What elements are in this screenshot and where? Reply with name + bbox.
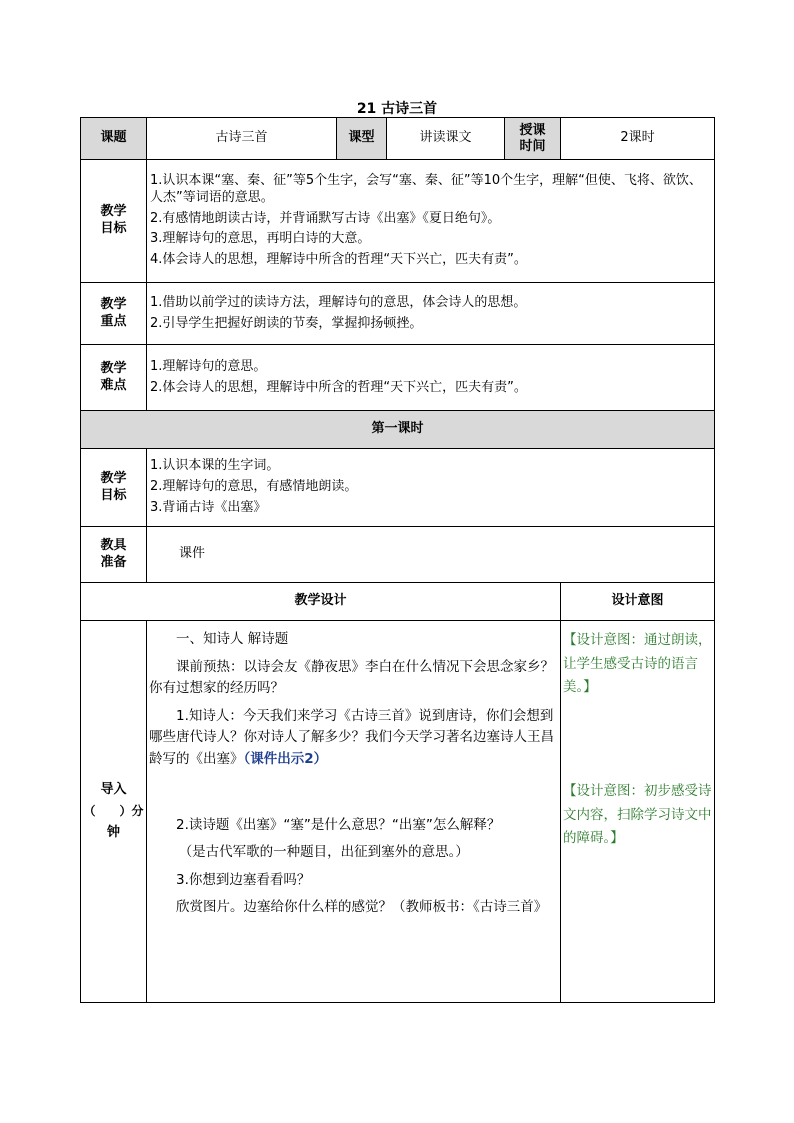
design-column-header: 教学设计: [81, 583, 561, 621]
key-points-content: [147, 283, 715, 345]
design-header-row: [81, 583, 715, 621]
list-item: 1.理解诗句的意思。: [150, 358, 267, 374]
list-item: 2.体会诗人的思想，理解诗中所含的哲理“天下兴亡，匹夫有责”。: [150, 379, 527, 395]
prep-label: 教具 准备: [81, 527, 147, 583]
lesson1-band: 第一课时: [81, 411, 715, 449]
hours-value: 2课时: [561, 118, 715, 160]
list-item: 1.借助以前学过的读诗方法，理解诗句的意思，体会诗人的思想。: [150, 294, 527, 310]
intent-column-header: 设计意图: [561, 583, 715, 621]
intent-note: 【设计意图：通过朗读，让学生感受古诗的语言美。】: [563, 632, 712, 696]
lesson1-goals-content: [147, 449, 715, 527]
type-label: 课型: [337, 118, 387, 160]
list-item: 2.有感情地朗读古诗，并背诵默写古诗《出塞》《夏日绝句》。: [150, 210, 501, 226]
topic-label: 课题: [81, 118, 147, 160]
design-paragraph: 欣赏图片。边塞给你什么样的感觉？（教师板书：《古诗三首》: [176, 899, 548, 916]
design-content: [147, 621, 561, 1003]
list-item: 1.认识本课“塞、秦、征”等5个生字，会写“塞、秦、征”等10个生字，理解“但使、飞将、欲饮、人杰”等词语的意思。: [150, 172, 702, 205]
list-item: 3.背诵古诗《出塞》: [150, 499, 267, 515]
list-item: 2.引导学生把握好朗读的节奏，掌握抑扬顿挫。: [150, 315, 423, 331]
intent-content: [561, 621, 715, 1003]
design-paragraph: 课前预热：以诗会友《静夜思》李白在什么情况下会思念家乡？你有过想家的经历吗？: [149, 658, 554, 697]
difficulties-label: 教学 难点: [81, 345, 147, 411]
lesson1-goals-label: 教学 目标: [81, 449, 147, 527]
design-paragraph: 2.读诗题《出塞》“塞”是什么意思？“出塞”怎么解释？: [176, 816, 501, 833]
list-item: 1.认识本课的生字词。: [150, 458, 280, 474]
list-item: 3.理解诗句的意思，再明白诗的大意。: [150, 231, 371, 247]
lesson1-goals-row: [81, 449, 715, 527]
courseware-note: （课件出示2）: [243, 750, 328, 767]
lesson-plan-table: [80, 117, 715, 1003]
prep-row: [81, 527, 715, 583]
stage-label: 导入 （ ）分 钟: [81, 621, 147, 1003]
design-body-row: [81, 621, 715, 1003]
list-item: 4.体会诗人的思想，理解诗中所含的哲理“天下兴亡，匹夫有责”。: [150, 252, 527, 268]
lesson1-band-row: [81, 411, 715, 449]
prep-value: 课件: [147, 527, 715, 583]
design-paragraph: 1.知诗人：今天我们来学习《古诗三首》说到唐诗，你们会想到哪些唐代诗人？你对诗人了解多少？我们今天学习著名边塞诗人王昌龄写的《出塞》（课件出示2）: [149, 707, 554, 767]
key-points-row: [81, 283, 715, 345]
topic-value: 古诗三首: [147, 118, 337, 160]
key-points-label: 教学 重点: [81, 283, 147, 345]
difficulties-content: [147, 345, 715, 411]
goals-content: [147, 160, 715, 283]
intent-note: 【设计意图：初步感受诗文内容，扫除学习诗文中的障碍。】: [563, 782, 712, 847]
header-row: [81, 118, 715, 160]
page-title: 21 古诗三首: [356, 101, 438, 117]
difficulties-row: [81, 345, 715, 411]
hours-label: 授课 时间: [505, 118, 561, 160]
design-paragraph: 3.你想到边塞看看吗？: [176, 871, 311, 888]
design-paragraph: 一、知诗人 解诗题: [176, 631, 289, 647]
type-value: 讲读课文: [387, 118, 505, 160]
goals-row: [81, 160, 715, 283]
goals-label: 教学 目标: [81, 160, 147, 283]
list-item: 2.理解诗句的意思，有感情地朗读。: [150, 479, 358, 495]
design-paragraph: （是古代军歌的一种题目，出征到塞外的意思。）: [178, 844, 469, 861]
